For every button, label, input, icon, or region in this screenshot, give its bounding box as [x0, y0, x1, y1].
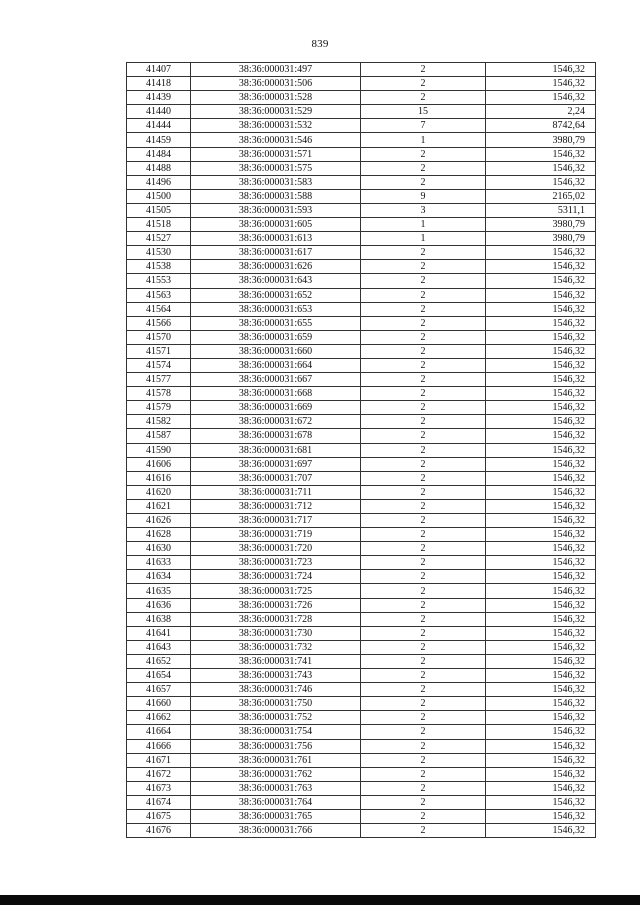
cadastral-number-cell: 38:36:000031:743 — [191, 669, 361, 683]
record-number-cell: 41579 — [127, 401, 191, 415]
table-row — [127, 809, 596, 823]
record-number-cell: 41638 — [127, 612, 191, 626]
cadastral-number-cell: 38:36:000031:764 — [191, 795, 361, 809]
cadastral-number-cell: 38:36:000031:717 — [191, 514, 361, 528]
count-cell: 2 — [361, 302, 486, 316]
count-cell: 1 — [361, 133, 486, 147]
record-number-cell: 41635 — [127, 584, 191, 598]
table-row — [127, 387, 596, 401]
count-cell: 2 — [361, 711, 486, 725]
record-number-cell: 41538 — [127, 260, 191, 274]
area-cell: 1546,32 — [486, 302, 596, 316]
cadastral-number-cell: 38:36:000031:593 — [191, 203, 361, 217]
count-cell: 2 — [361, 767, 486, 781]
record-number-cell: 41628 — [127, 528, 191, 542]
cadastral-number-cell: 38:36:000031:719 — [191, 528, 361, 542]
table-row — [127, 542, 596, 556]
table-row — [127, 795, 596, 809]
count-cell: 2 — [361, 570, 486, 584]
cadastral-number-cell: 38:36:000031:763 — [191, 781, 361, 795]
cadastral-number-cell: 38:36:000031:711 — [191, 485, 361, 499]
table-row — [127, 556, 596, 570]
area-cell: 1546,32 — [486, 415, 596, 429]
cadastral-number-cell: 38:36:000031:575 — [191, 161, 361, 175]
area-cell: 1546,32 — [486, 91, 596, 105]
table-row — [127, 302, 596, 316]
table-row — [127, 429, 596, 443]
table-row — [127, 584, 596, 598]
count-cell: 2 — [361, 795, 486, 809]
table-row — [127, 824, 596, 838]
area-cell: 1546,32 — [486, 556, 596, 570]
count-cell: 2 — [361, 556, 486, 570]
count-cell: 2 — [361, 246, 486, 260]
cadastral-number-cell: 38:36:000031:756 — [191, 739, 361, 753]
count-cell: 2 — [361, 77, 486, 91]
area-cell: 1546,32 — [486, 246, 596, 260]
area-cell: 1546,32 — [486, 316, 596, 330]
table-row — [127, 499, 596, 513]
count-cell: 2 — [361, 753, 486, 767]
table-row — [127, 457, 596, 471]
area-cell: 1546,32 — [486, 824, 596, 838]
record-number-cell: 41674 — [127, 795, 191, 809]
record-number-cell: 41418 — [127, 77, 191, 91]
cadastral-number-cell: 38:36:000031:653 — [191, 302, 361, 316]
table-row — [127, 373, 596, 387]
cadastral-number-cell: 38:36:000031:664 — [191, 358, 361, 372]
record-number-cell: 41630 — [127, 542, 191, 556]
record-number-cell: 41440 — [127, 105, 191, 119]
table-row — [127, 640, 596, 654]
cadastral-number-cell: 38:36:000031:765 — [191, 809, 361, 823]
table-row — [127, 514, 596, 528]
table-row — [127, 683, 596, 697]
count-cell: 2 — [361, 809, 486, 823]
cadastral-number-cell: 38:36:000031:726 — [191, 598, 361, 612]
area-cell: 1546,32 — [486, 260, 596, 274]
count-cell: 2 — [361, 175, 486, 189]
record-number-cell: 41654 — [127, 669, 191, 683]
table-row — [127, 203, 596, 217]
area-cell: 5311,1 — [486, 203, 596, 217]
record-number-cell: 41577 — [127, 373, 191, 387]
cadastral-number-cell: 38:36:000031:672 — [191, 415, 361, 429]
table-row — [127, 119, 596, 133]
record-number-cell: 41621 — [127, 499, 191, 513]
table-row — [127, 781, 596, 795]
count-cell: 2 — [361, 373, 486, 387]
record-number-cell: 41666 — [127, 739, 191, 753]
area-cell: 1546,32 — [486, 542, 596, 556]
table-row — [127, 316, 596, 330]
record-number-cell: 41616 — [127, 471, 191, 485]
cadastral-number-cell: 38:36:000031:762 — [191, 767, 361, 781]
table-row — [127, 612, 596, 626]
count-cell: 2 — [361, 147, 486, 161]
count-cell: 2 — [361, 612, 486, 626]
record-number-cell: 41634 — [127, 570, 191, 584]
cadastral-number-cell: 38:36:000031:529 — [191, 105, 361, 119]
table-row — [127, 401, 596, 415]
cadastral-number-cell: 38:36:000031:720 — [191, 542, 361, 556]
record-number-cell: 41488 — [127, 161, 191, 175]
area-cell: 1546,32 — [486, 795, 596, 809]
cadastral-number-cell: 38:36:000031:660 — [191, 344, 361, 358]
table-row — [127, 161, 596, 175]
record-number-cell: 41587 — [127, 429, 191, 443]
area-cell: 1546,32 — [486, 358, 596, 372]
area-cell: 1546,32 — [486, 387, 596, 401]
area-cell: 1546,32 — [486, 725, 596, 739]
count-cell: 2 — [361, 401, 486, 415]
area-cell: 1546,32 — [486, 457, 596, 471]
page-number: 839 — [311, 38, 329, 50]
count-cell: 2 — [361, 528, 486, 542]
table-row — [127, 105, 596, 119]
area-cell: 1546,32 — [486, 443, 596, 457]
record-number-cell: 41633 — [127, 556, 191, 570]
count-cell: 2 — [361, 598, 486, 612]
area-cell: 1546,32 — [486, 626, 596, 640]
record-number-cell: 41657 — [127, 683, 191, 697]
area-cell: 1546,32 — [486, 612, 596, 626]
record-number-cell: 41662 — [127, 711, 191, 725]
area-cell: 1546,32 — [486, 711, 596, 725]
area-cell: 2,24 — [486, 105, 596, 119]
area-cell: 1546,32 — [486, 147, 596, 161]
area-cell: 1546,32 — [486, 669, 596, 683]
table-row — [127, 739, 596, 753]
count-cell: 2 — [361, 161, 486, 175]
count-cell: 9 — [361, 189, 486, 203]
table-row — [127, 175, 596, 189]
cadastral-number-cell: 38:36:000031:613 — [191, 232, 361, 246]
table-row — [127, 753, 596, 767]
count-cell: 3 — [361, 203, 486, 217]
area-cell: 1546,32 — [486, 683, 596, 697]
count-cell: 2 — [361, 739, 486, 753]
cadastral-number-cell: 38:36:000031:652 — [191, 288, 361, 302]
record-number-cell: 41675 — [127, 809, 191, 823]
table-row — [127, 626, 596, 640]
table-row — [127, 570, 596, 584]
scan-edge-bar — [0, 895, 640, 905]
table-row — [127, 767, 596, 781]
area-cell: 1546,32 — [486, 330, 596, 344]
cadastral-number-cell: 38:36:000031:626 — [191, 260, 361, 274]
record-number-cell: 41672 — [127, 767, 191, 781]
record-number-cell: 41563 — [127, 288, 191, 302]
record-number-cell: 41643 — [127, 640, 191, 654]
cadastral-number-cell: 38:36:000031:754 — [191, 725, 361, 739]
area-cell: 3980,79 — [486, 133, 596, 147]
count-cell: 2 — [361, 457, 486, 471]
count-cell: 2 — [361, 640, 486, 654]
table-row — [127, 654, 596, 668]
area-cell: 3980,79 — [486, 218, 596, 232]
cadastral-number-cell: 38:36:000031:750 — [191, 697, 361, 711]
record-number-cell: 41496 — [127, 175, 191, 189]
cadastral-number-cell: 38:36:000031:617 — [191, 246, 361, 260]
area-cell: 1546,32 — [486, 584, 596, 598]
table-row — [127, 358, 596, 372]
cadastral-number-cell: 38:36:000031:655 — [191, 316, 361, 330]
record-number-cell: 41676 — [127, 824, 191, 838]
record-number-cell: 41530 — [127, 246, 191, 260]
record-number-cell: 41518 — [127, 218, 191, 232]
count-cell: 7 — [361, 119, 486, 133]
cadastral-number-cell: 38:36:000031:761 — [191, 753, 361, 767]
cadastral-number-cell: 38:36:000031:730 — [191, 626, 361, 640]
count-cell: 2 — [361, 288, 486, 302]
record-number-cell: 41407 — [127, 63, 191, 77]
area-cell: 1546,32 — [486, 429, 596, 443]
table-row — [127, 274, 596, 288]
area-cell: 8742,64 — [486, 119, 596, 133]
count-cell: 2 — [361, 669, 486, 683]
area-cell: 1546,32 — [486, 570, 596, 584]
table-row — [127, 598, 596, 612]
record-number-cell: 41444 — [127, 119, 191, 133]
count-cell: 2 — [361, 316, 486, 330]
count-cell: 2 — [361, 542, 486, 556]
table-row — [127, 485, 596, 499]
table-row — [127, 147, 596, 161]
table-row — [127, 77, 596, 91]
count-cell: 2 — [361, 429, 486, 443]
count-cell: 2 — [361, 824, 486, 838]
cadastral-number-cell: 38:36:000031:725 — [191, 584, 361, 598]
record-number-cell: 41570 — [127, 330, 191, 344]
count-cell: 2 — [361, 584, 486, 598]
parcel-table-body — [127, 63, 596, 838]
area-cell: 1546,32 — [486, 781, 596, 795]
record-number-cell: 41626 — [127, 514, 191, 528]
table-row — [127, 189, 596, 203]
cadastral-number-cell: 38:36:000031:697 — [191, 457, 361, 471]
table-row — [127, 91, 596, 105]
cadastral-number-cell: 38:36:000031:659 — [191, 330, 361, 344]
record-number-cell: 41439 — [127, 91, 191, 105]
cadastral-number-cell: 38:36:000031:643 — [191, 274, 361, 288]
area-cell: 1546,32 — [486, 767, 596, 781]
cadastral-number-cell: 38:36:000031:724 — [191, 570, 361, 584]
count-cell: 2 — [361, 63, 486, 77]
count-cell: 2 — [361, 725, 486, 739]
table-row — [127, 133, 596, 147]
area-cell: 1546,32 — [486, 274, 596, 288]
area-cell: 1546,32 — [486, 401, 596, 415]
table-row — [127, 415, 596, 429]
record-number-cell: 41574 — [127, 358, 191, 372]
record-number-cell: 41578 — [127, 387, 191, 401]
cadastral-number-cell: 38:36:000031:497 — [191, 63, 361, 77]
area-cell: 1546,32 — [486, 809, 596, 823]
record-number-cell: 41582 — [127, 415, 191, 429]
cadastral-number-cell: 38:36:000031:669 — [191, 401, 361, 415]
table-row — [127, 63, 596, 77]
area-cell: 1546,32 — [486, 344, 596, 358]
count-cell: 2 — [361, 260, 486, 274]
area-cell: 1546,32 — [486, 753, 596, 767]
area-cell: 1546,32 — [486, 697, 596, 711]
area-cell: 1546,32 — [486, 485, 596, 499]
count-cell: 2 — [361, 415, 486, 429]
count-cell: 2 — [361, 626, 486, 640]
record-number-cell: 41553 — [127, 274, 191, 288]
area-cell: 1546,32 — [486, 739, 596, 753]
count-cell: 2 — [361, 344, 486, 358]
table-row — [127, 344, 596, 358]
area-cell: 1546,32 — [486, 288, 596, 302]
cadastral-number-cell: 38:36:000031:678 — [191, 429, 361, 443]
count-cell: 2 — [361, 471, 486, 485]
cadastral-number-cell: 38:36:000031:506 — [191, 77, 361, 91]
record-number-cell: 41671 — [127, 753, 191, 767]
cadastral-number-cell: 38:36:000031:532 — [191, 119, 361, 133]
record-number-cell: 41606 — [127, 457, 191, 471]
count-cell: 2 — [361, 443, 486, 457]
cadastral-number-cell: 38:36:000031:712 — [191, 499, 361, 513]
area-cell: 1546,32 — [486, 175, 596, 189]
cadastral-number-cell: 38:36:000031:605 — [191, 218, 361, 232]
cadastral-number-cell: 38:36:000031:723 — [191, 556, 361, 570]
table-row — [127, 218, 596, 232]
count-cell: 2 — [361, 499, 486, 513]
table-row — [127, 725, 596, 739]
record-number-cell: 41459 — [127, 133, 191, 147]
count-cell: 2 — [361, 683, 486, 697]
record-number-cell: 41484 — [127, 147, 191, 161]
count-cell: 2 — [361, 781, 486, 795]
record-number-cell: 41652 — [127, 654, 191, 668]
record-number-cell: 41660 — [127, 697, 191, 711]
record-number-cell: 41620 — [127, 485, 191, 499]
table-row — [127, 246, 596, 260]
area-cell: 1546,32 — [486, 640, 596, 654]
count-cell: 1 — [361, 218, 486, 232]
count-cell: 2 — [361, 654, 486, 668]
cadastral-number-cell: 38:36:000031:732 — [191, 640, 361, 654]
table-row — [127, 471, 596, 485]
cadastral-number-cell: 38:36:000031:741 — [191, 654, 361, 668]
record-number-cell: 41590 — [127, 443, 191, 457]
cadastral-number-cell: 38:36:000031:583 — [191, 175, 361, 189]
cadastral-number-cell: 38:36:000031:668 — [191, 387, 361, 401]
record-number-cell: 41564 — [127, 302, 191, 316]
record-number-cell: 41636 — [127, 598, 191, 612]
cadastral-number-cell: 38:36:000031:571 — [191, 147, 361, 161]
area-cell: 1546,32 — [486, 373, 596, 387]
count-cell: 2 — [361, 91, 486, 105]
record-number-cell: 41500 — [127, 189, 191, 203]
cadastral-number-cell: 38:36:000031:728 — [191, 612, 361, 626]
table-row — [127, 260, 596, 274]
area-cell: 1546,32 — [486, 161, 596, 175]
area-cell: 1546,32 — [486, 499, 596, 513]
table-row — [127, 232, 596, 246]
area-cell: 3980,79 — [486, 232, 596, 246]
cadastral-number-cell: 38:36:000031:681 — [191, 443, 361, 457]
cadastral-number-cell: 38:36:000031:546 — [191, 133, 361, 147]
cadastral-number-cell: 38:36:000031:707 — [191, 471, 361, 485]
cadastral-number-cell: 38:36:000031:528 — [191, 91, 361, 105]
count-cell: 2 — [361, 274, 486, 288]
cadastral-number-cell: 38:36:000031:746 — [191, 683, 361, 697]
record-number-cell: 41505 — [127, 203, 191, 217]
record-number-cell: 41641 — [127, 626, 191, 640]
cadastral-number-cell: 38:36:000031:588 — [191, 189, 361, 203]
cadastral-number-cell: 38:36:000031:766 — [191, 824, 361, 838]
count-cell: 2 — [361, 514, 486, 528]
count-cell: 15 — [361, 105, 486, 119]
count-cell: 2 — [361, 358, 486, 372]
record-number-cell: 41527 — [127, 232, 191, 246]
record-number-cell: 41673 — [127, 781, 191, 795]
table-row — [127, 669, 596, 683]
area-cell: 1546,32 — [486, 528, 596, 542]
cadastral-number-cell: 38:36:000031:667 — [191, 373, 361, 387]
area-cell: 1546,32 — [486, 77, 596, 91]
record-number-cell: 41664 — [127, 725, 191, 739]
area-cell: 1546,32 — [486, 654, 596, 668]
table-row — [127, 330, 596, 344]
table-row — [127, 528, 596, 542]
count-cell: 1 — [361, 232, 486, 246]
parcel-table — [126, 62, 596, 838]
area-cell: 1546,32 — [486, 598, 596, 612]
table-row — [127, 443, 596, 457]
count-cell: 2 — [361, 330, 486, 344]
count-cell: 2 — [361, 387, 486, 401]
area-cell: 1546,32 — [486, 63, 596, 77]
record-number-cell: 41566 — [127, 316, 191, 330]
area-cell: 1546,32 — [486, 514, 596, 528]
count-cell: 2 — [361, 485, 486, 499]
table-row — [127, 711, 596, 725]
area-cell: 2165,02 — [486, 189, 596, 203]
area-cell: 1546,32 — [486, 471, 596, 485]
record-number-cell: 41571 — [127, 344, 191, 358]
table-row — [127, 288, 596, 302]
cadastral-number-cell: 38:36:000031:752 — [191, 711, 361, 725]
count-cell: 2 — [361, 697, 486, 711]
table-row — [127, 697, 596, 711]
